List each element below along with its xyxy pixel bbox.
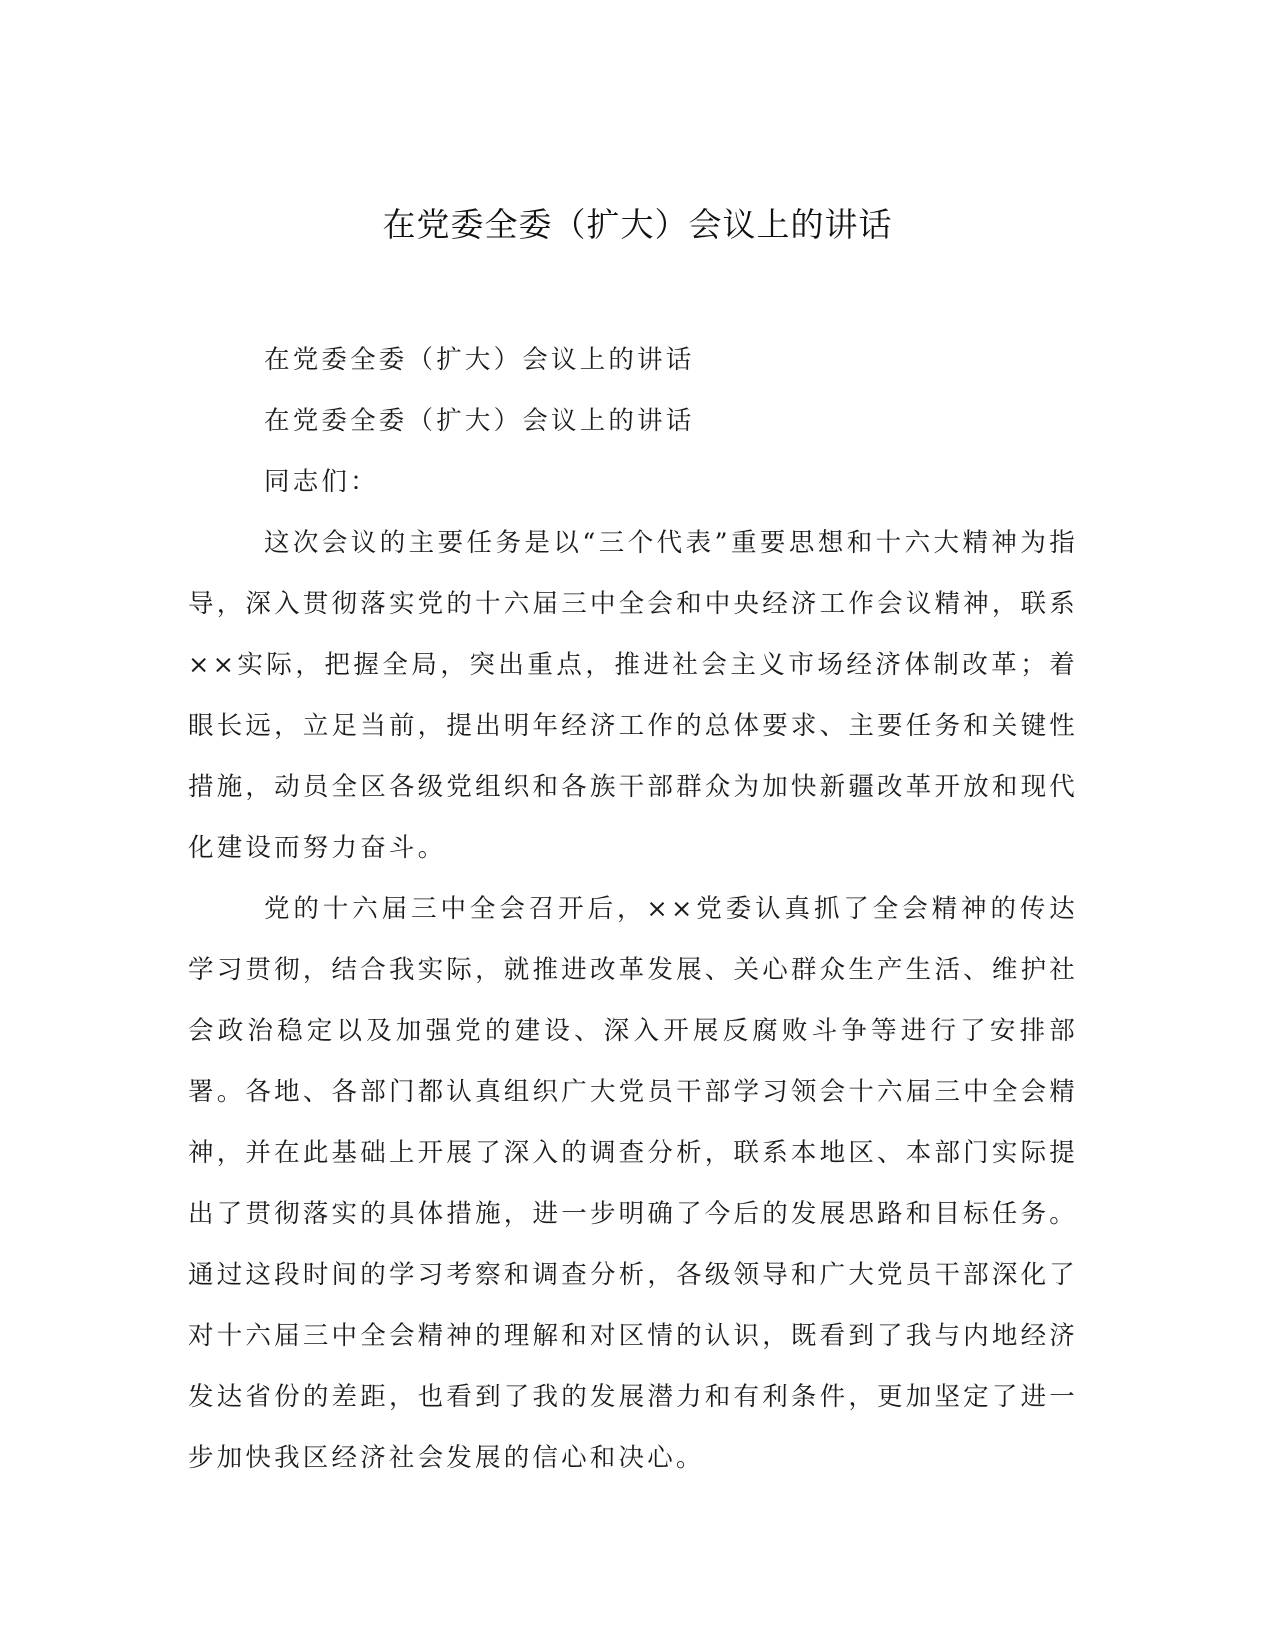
subtitle-line-2: 在党委全委（扩大）会议上的讲话 bbox=[264, 406, 695, 436]
body-paragraph-1: 这次会议的主要任务是以“三个代表”重要思想和十六大精神为指导，深入贯彻落实党的十六届三中全会和中央经济工作会议精神，联系××实际，把握全局，突出重点，推进社会主义市场经济体制改革；着眼长远，立足当前，提出明年经济工作的总体要求、主要任务和关键性措施，动员全区各级党组织和各族干部群众为加快新疆改革开放和现代化建设而努力奋斗。 bbox=[188, 528, 1078, 863]
subtitle-line-1: 在党委全委（扩大）会议上的讲话 bbox=[264, 345, 695, 375]
document-title: 在党委全委（扩大）会议上的讲话 bbox=[382, 205, 893, 244]
body-paragraph-2: 党的十六届三中全会召开后，××党委认真抓了全会精神的传达学习贯彻，结合我实际，就推进改革发展、关心群众生产生活、维护社会政治稳定以及加强党的建设、深入开展反腐败斗争等进行了安排部署。各地、各部门都认真组织广大党员干部学习领会十六届三中全会精神，并在此基础上开展了深入的调查分析，联系本地区、本部门实际提出了贯彻落实的具体措施，进一步明确了今后的发展思路和目标任务。通过这段时间的学习考察和调查分析，各级领导和广大党员干部深化了对十六届三中全会精神的理解和对区情的认识，既看到了我与内地经济发达省份的差距，也看到了我的发展潜力和有利条件，更加坚定了进一步加快我区经济社会发展的信心和决心。 bbox=[188, 894, 1078, 1473]
document-body bbox=[188, 330, 1078, 1489]
salutation: 同志们： bbox=[264, 467, 379, 497]
